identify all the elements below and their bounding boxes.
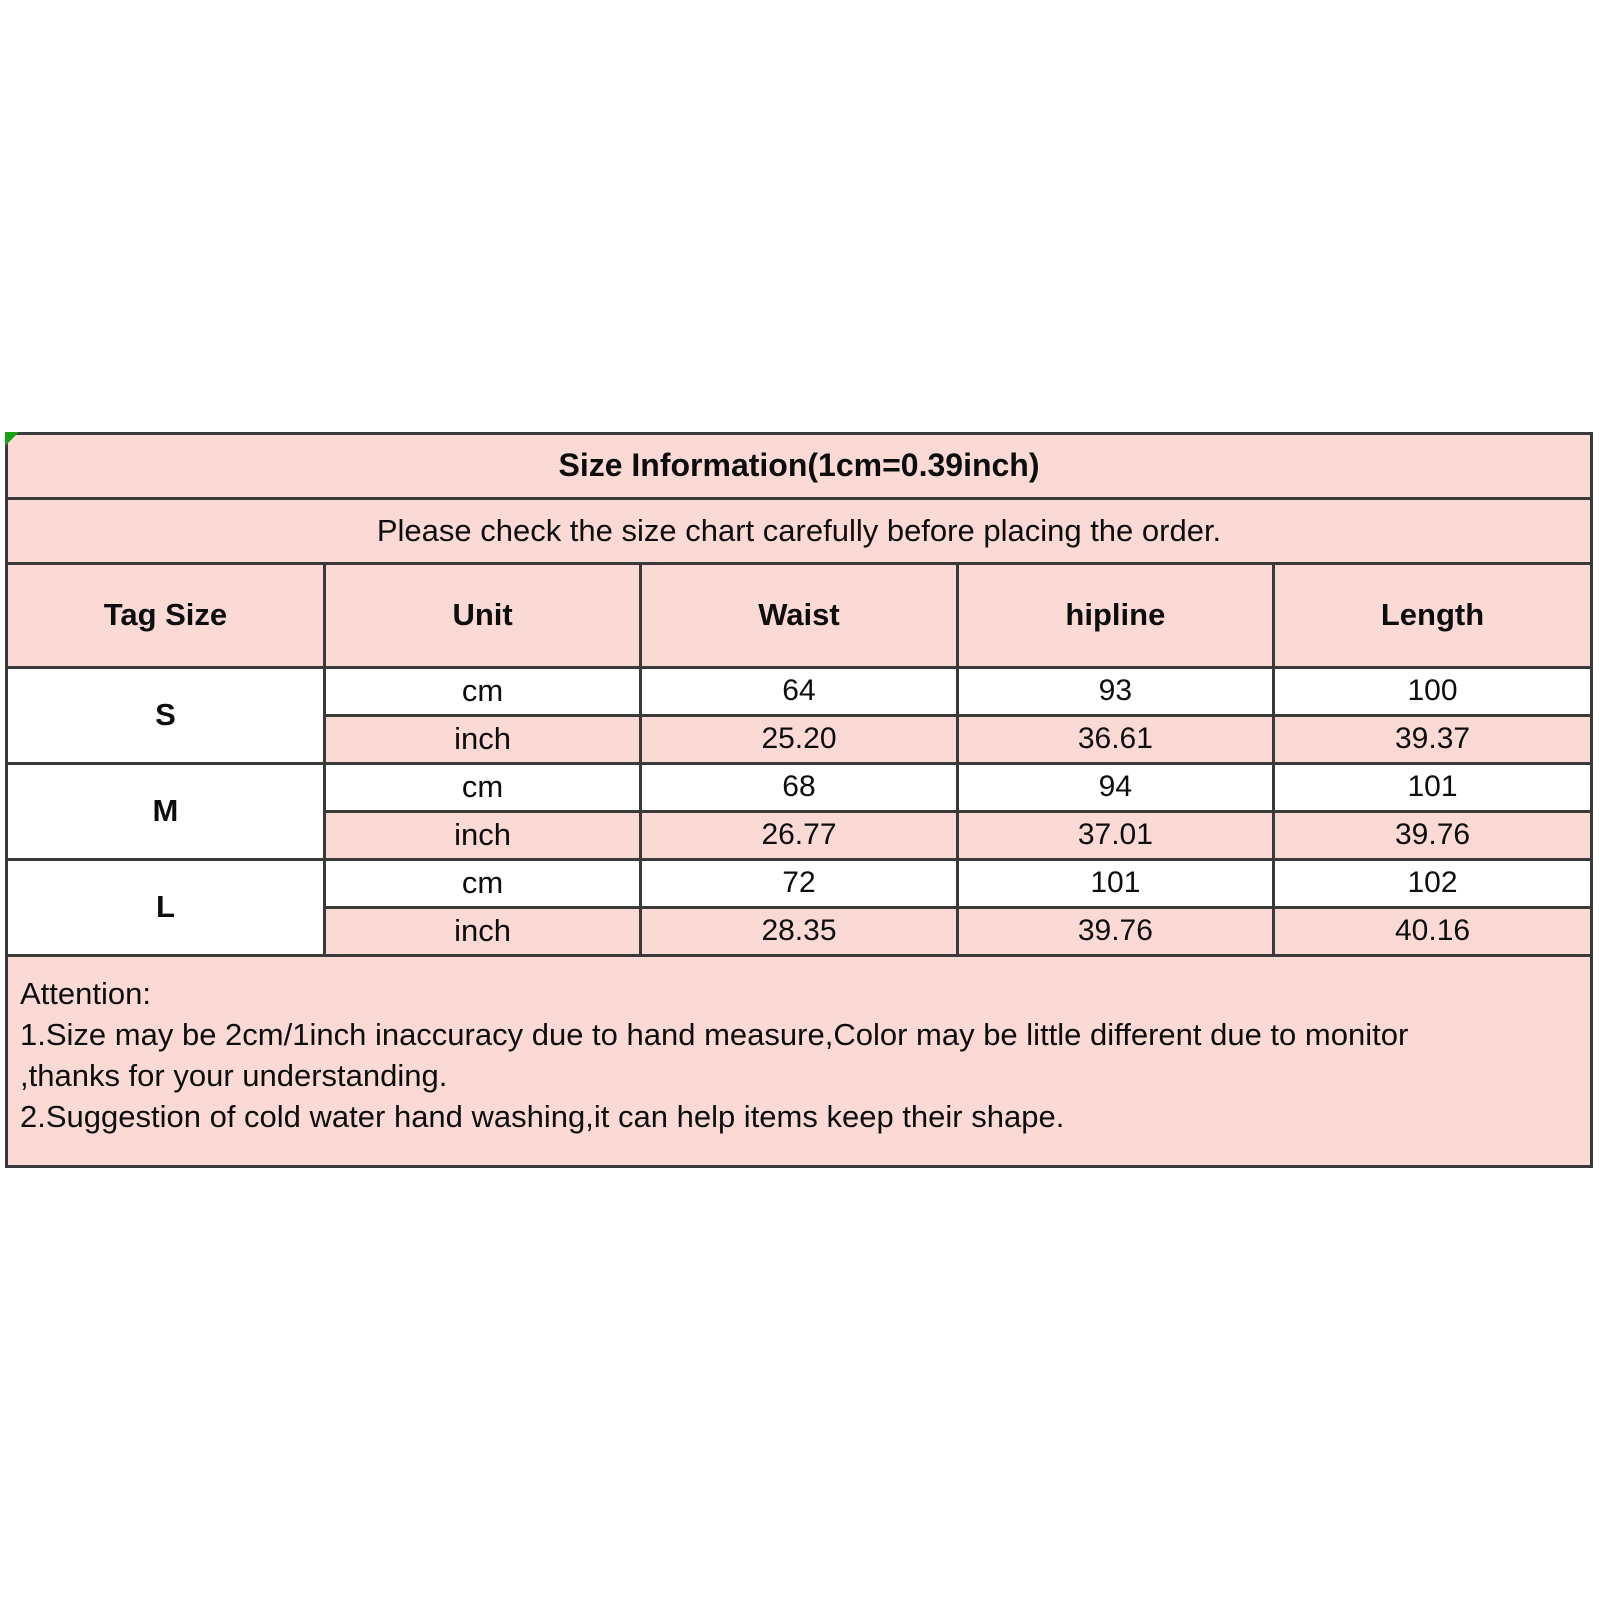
- length-value: 102: [1274, 859, 1590, 907]
- size-table: [8, 565, 1590, 957]
- length-value: 100: [1274, 667, 1590, 715]
- length-value: 39.76: [1274, 811, 1590, 859]
- attention-heading: Attention:: [20, 975, 151, 1011]
- length-value: 101: [1274, 763, 1590, 811]
- size-m-cm-row: [8, 763, 1590, 811]
- waist-value: 64: [641, 667, 957, 715]
- hipline-value: 94: [957, 763, 1273, 811]
- hipline-value: 93: [957, 667, 1273, 715]
- size-l-cm-row: [8, 859, 1590, 907]
- col-header-length: Length: [1274, 565, 1590, 667]
- length-value: 40.16: [1274, 907, 1590, 955]
- unit-cell: inch: [324, 811, 640, 859]
- panel-subtitle: Please check the size chart carefully before placing the order.: [8, 500, 1590, 565]
- waist-value: 25.20: [641, 715, 957, 763]
- col-header-unit: Unit: [324, 565, 640, 667]
- unit-cell: inch: [324, 715, 640, 763]
- length-value: 39.37: [1274, 715, 1590, 763]
- attention-line-2: ,thanks for your understanding.: [20, 1057, 448, 1093]
- attention-line-3: 2.Suggestion of cold water hand washing,it can help items keep their shape.: [20, 1098, 1065, 1134]
- hipline-value: 37.01: [957, 811, 1273, 859]
- unit-cell: inch: [324, 907, 640, 955]
- hipline-value: 39.76: [957, 907, 1273, 955]
- size-s-cm-row: [8, 667, 1590, 715]
- waist-value: 68: [641, 763, 957, 811]
- waist-value: 72: [641, 859, 957, 907]
- col-header-waist: Waist: [641, 565, 957, 667]
- size-tag-l: L: [8, 859, 324, 955]
- header-row: [8, 565, 1590, 667]
- spreadsheet-corner-marker-icon: [5, 432, 19, 446]
- attention-section: [8, 957, 1590, 1165]
- waist-value: 28.35: [641, 907, 957, 955]
- hipline-value: 36.61: [957, 715, 1273, 763]
- unit-cell: cm: [324, 667, 640, 715]
- col-header-hipline: hipline: [957, 565, 1273, 667]
- attention-line-1: 1.Size may be 2cm/1inch inaccuracy due to hand measure,Color may be little different due to monitor: [20, 1016, 1409, 1052]
- waist-value: 26.77: [641, 811, 957, 859]
- hipline-value: 101: [957, 859, 1273, 907]
- size-tag-s: S: [8, 667, 324, 763]
- size-information-panel: [5, 432, 1593, 1168]
- unit-cell: cm: [324, 859, 640, 907]
- size-tag-m: M: [8, 763, 324, 859]
- unit-cell: cm: [324, 763, 640, 811]
- col-header-tag-size: Tag Size: [8, 565, 324, 667]
- panel-title: Size Information(1cm=0.39inch): [8, 435, 1590, 500]
